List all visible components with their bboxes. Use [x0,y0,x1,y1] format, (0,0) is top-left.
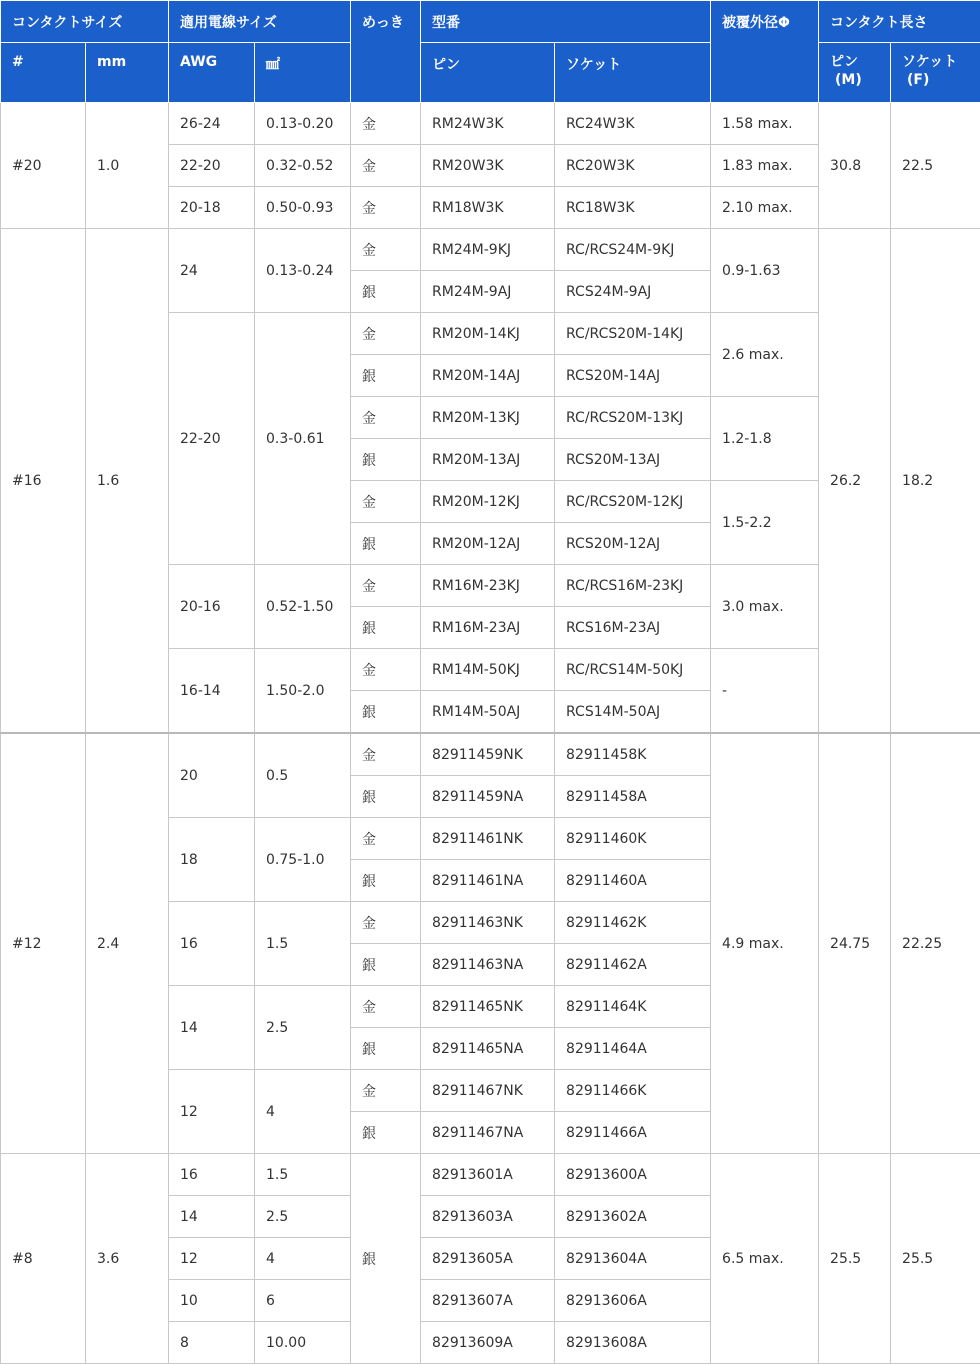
cell-pin: 82913605A [421,1238,555,1280]
cell-sqmm: 0.5 [255,733,351,818]
cell-pin-length: 24.75 [819,733,891,1154]
cell-plating: 金 [351,397,421,439]
cell-dia: 0.9-1.63 [711,229,819,313]
group-16 [1,229,980,734]
cell-awg: 14 [169,1196,255,1238]
header-hash: # [1,43,86,103]
table-row [1,103,980,145]
cell-awg: 26-24 [169,103,255,145]
cell-pin: 82911467NK [421,1070,555,1112]
header-socket-length-unit: (F) [902,71,980,89]
header-outer-diameter: 被覆外径Φ [711,1,819,103]
cell-plating: 金 [351,229,421,271]
cell-socket: RC18W3K [555,187,711,229]
cell-socket: 82911460A [555,860,711,902]
cell-sqmm: 1.50-2.0 [255,649,351,734]
cell-plating: 金 [351,1070,421,1112]
cell-socket: 82913600A [555,1154,711,1196]
cell-pin: 82911465NA [421,1028,555,1070]
cell-plating: 金 [351,733,421,776]
cell-sqmm: 0.13-0.20 [255,103,351,145]
cell-awg: 20-16 [169,565,255,649]
cell-dia: - [711,649,819,734]
cell-socket: 82913602A [555,1196,711,1238]
cell-awg: 22-20 [169,145,255,187]
cell-awg: 12 [169,1070,255,1154]
cell-socket: RC20W3K [555,145,711,187]
cell-pin: RM16M-23AJ [421,607,555,649]
cell-sqmm: 4 [255,1070,351,1154]
cell-awg: 12 [169,1238,255,1280]
table-row [1,229,980,271]
cell-socket: RC/RCS24M-9KJ [555,229,711,271]
cell-pin-length: 30.8 [819,103,891,229]
cell-size: #20 [1,103,86,229]
cell-pin: RM24M-9KJ [421,229,555,271]
cell-pin: 82913603A [421,1196,555,1238]
cell-pin: 82911463NA [421,944,555,986]
cell-socket: 82913604A [555,1238,711,1280]
cell-pin: RM20M-13AJ [421,439,555,481]
cell-sqmm: 0.3-0.61 [255,313,351,565]
header-socket-length-label: ソケット [902,54,957,70]
cell-awg: 22-20 [169,313,255,565]
cell-dia: 6.5 max. [711,1154,819,1364]
cell-socket: 82911458K [555,733,711,776]
cell-pin: RM16M-23KJ [421,565,555,607]
cell-plating: 銀 [351,523,421,565]
cell-pin: RM18W3K [421,187,555,229]
cell-sqmm: 0.75-1.0 [255,818,351,902]
cell-size: #8 [1,1154,86,1364]
cell-socket: 82911466A [555,1112,711,1154]
cell-dia: 2.6 max. [711,313,819,397]
cell-socket: 82911466K [555,1070,711,1112]
cell-dia: 1.2-1.8 [711,397,819,481]
cell-socket: RCS20M-12AJ [555,523,711,565]
cell-awg: 20-18 [169,187,255,229]
cell-pin: 82911459NA [421,776,555,818]
header-awg: AWG [169,43,255,103]
cell-sqmm: 0.13-0.24 [255,229,351,313]
cell-pin: RM24W3K [421,103,555,145]
cell-pin: 82911459NK [421,733,555,776]
cell-plating: 金 [351,103,421,145]
cell-pin: RM14M-50KJ [421,649,555,691]
cell-plating: 銀 [351,271,421,313]
cell-plating: 銀 [351,776,421,818]
cell-sqmm: 4 [255,1238,351,1280]
cell-socket: RCS20M-14AJ [555,355,711,397]
cell-pin: 82911467NA [421,1112,555,1154]
cell-pin: 82911463NK [421,902,555,944]
cell-sqmm: 1.5 [255,902,351,986]
cell-socket: 82911460K [555,818,711,860]
cell-socket: 82911464A [555,1028,711,1070]
cell-awg: 16 [169,1154,255,1196]
cell-socket: RC24W3K [555,103,711,145]
cell-mm: 2.4 [86,733,169,1154]
cell-plating: 銀 [351,355,421,397]
header-pin-length [819,43,891,103]
cell-awg: 10 [169,1280,255,1322]
cell-mm: 1.6 [86,229,169,734]
cell-plating: 金 [351,565,421,607]
group-20 [1,103,980,229]
cell-pin: 82913609A [421,1322,555,1364]
cell-dia: 1.58 max. [711,103,819,145]
header-pin-length-unit: (M) [830,71,890,89]
cell-socket: 82913608A [555,1322,711,1364]
cell-awg: 18 [169,818,255,902]
cell-sqmm: 6 [255,1280,351,1322]
cell-socket-length: 22.5 [891,103,980,229]
cell-socket: RCS20M-13AJ [555,439,711,481]
cell-pin: RM20M-14KJ [421,313,555,355]
cell-sqmm: 0.32-0.52 [255,145,351,187]
cell-plating: 金 [351,145,421,187]
cell-plating: 銀 [351,439,421,481]
cell-dia: 2.10 max. [711,187,819,229]
cell-socket: RCS14M-50AJ [555,691,711,734]
cell-plating: 金 [351,902,421,944]
table-header [1,1,980,103]
cell-socket: RC/RCS16M-23KJ [555,565,711,607]
cell-plating: 金 [351,187,421,229]
header-contact-size: コンタクトサイズ [1,1,169,43]
cell-socket: RCS16M-23AJ [555,607,711,649]
cell-pin: 82911461NA [421,860,555,902]
cell-plating: 金 [351,313,421,355]
cell-awg: 20 [169,733,255,818]
cell-socket: RCS24M-9AJ [555,271,711,313]
table-row [1,1154,980,1196]
header-pin-length-label: ピン [830,54,858,70]
cell-plating: 銀 [351,1112,421,1154]
cell-socket-length: 22.25 [891,733,980,1154]
cell-awg: 24 [169,229,255,313]
cell-sqmm: 0.50-0.93 [255,187,351,229]
cell-plating: 銀 [351,944,421,986]
cell-plating: 銀 [351,1028,421,1070]
cell-pin: 82913607A [421,1280,555,1322]
cell-socket: 82911462A [555,944,711,986]
cell-plating: 金 [351,986,421,1028]
cell-sqmm: 10.00 [255,1322,351,1364]
cell-pin: RM20M-12AJ [421,523,555,565]
cell-pin: 82913601A [421,1154,555,1196]
cell-socket: 82911464K [555,986,711,1028]
cell-plating: 金 [351,818,421,860]
cell-socket: RC/RCS20M-14KJ [555,313,711,355]
header-pin: ピン [421,43,555,103]
cell-socket: 82911458A [555,776,711,818]
cell-dia: 1.5-2.2 [711,481,819,565]
header-wire-size: 適用電線サイズ [169,1,351,43]
cell-awg: 16-14 [169,649,255,734]
cell-dia: 1.83 max. [711,145,819,187]
cell-pin: RM24M-9AJ [421,271,555,313]
cell-pin: RM20W3K [421,145,555,187]
group-8 [1,1154,980,1364]
cell-plating: 銀 [351,860,421,902]
cell-socket: RC/RCS20M-13KJ [555,397,711,439]
cell-size: #12 [1,733,86,1154]
cell-pin: RM20M-14AJ [421,355,555,397]
header-contact-length: コンタクト長さ [819,1,980,43]
cell-pin: 82911465NK [421,986,555,1028]
cell-pin-length: 25.5 [819,1154,891,1364]
cell-mm: 3.6 [86,1154,169,1364]
cell-socket: RC/RCS20M-12KJ [555,481,711,523]
cell-plating: 銀 [351,607,421,649]
cell-sqmm: 2.5 [255,986,351,1070]
cell-dia: 3.0 max. [711,565,819,649]
header-plating: めっき [351,1,421,103]
cell-socket-length: 25.5 [891,1154,980,1364]
cell-sqmm: 0.52-1.50 [255,565,351,649]
cell-mm: 1.0 [86,103,169,229]
cell-socket-length: 18.2 [891,229,980,734]
cell-plating: 銀 [351,691,421,734]
cell-plating: 金 [351,481,421,523]
group-12 [1,733,980,1154]
header-part-number: 型番 [421,1,711,43]
cell-awg: 14 [169,986,255,1070]
header-socket-length [891,43,980,103]
cell-pin: RM14M-50AJ [421,691,555,734]
header-mm: mm [86,43,169,103]
cell-pin: RM20M-12KJ [421,481,555,523]
cell-socket: RC/RCS14M-50KJ [555,649,711,691]
cell-pin-length: 26.2 [819,229,891,734]
cell-awg: 8 [169,1322,255,1364]
cell-plating: 銀 [351,1154,421,1364]
cell-sqmm: 2.5 [255,1196,351,1238]
cell-plating: 金 [351,649,421,691]
cell-socket: 82913606A [555,1280,711,1322]
cell-sqmm: 1.5 [255,1154,351,1196]
cell-dia: 4.9 max. [711,733,819,1154]
cell-socket: 82911462K [555,902,711,944]
cell-size: #16 [1,229,86,734]
cell-pin: 82911461NK [421,818,555,860]
cell-awg: 16 [169,902,255,986]
table-row [1,733,980,776]
header-sqmm: ㎟ [255,43,351,103]
cell-pin: RM20M-13KJ [421,397,555,439]
header-socket: ソケット [555,43,711,103]
